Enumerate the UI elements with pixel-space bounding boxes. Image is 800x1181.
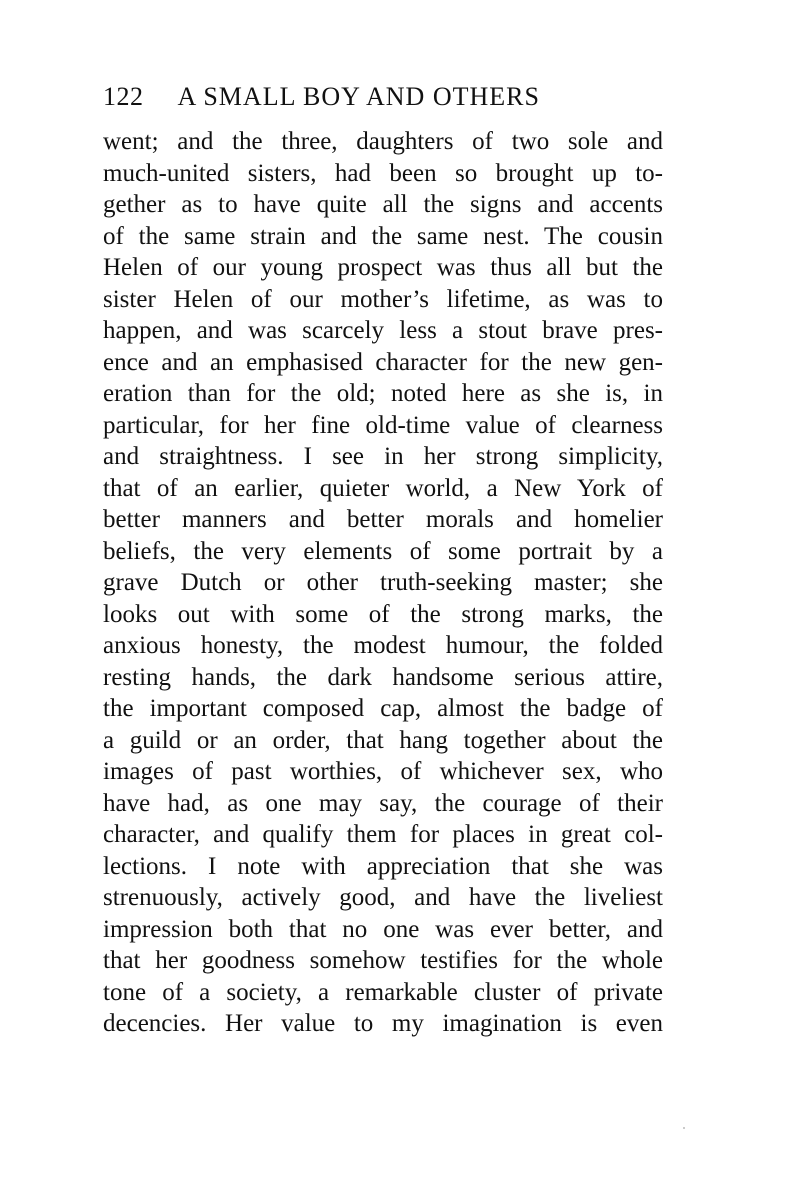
text-line: Helen of our young prospect was thus all but the <box>103 254 663 281</box>
text-line: ence and an emphasised character for the new gen- <box>103 348 663 376</box>
text-line: grave Dutch or other truth-seeking master; she <box>103 569 663 596</box>
book-title: A SMALL BOY AND OTHERS <box>177 82 540 111</box>
text-line: sister Helen of our mother’s lifetime, as was to <box>103 285 663 313</box>
text-line: anxious honesty, the modest humour, the folded <box>103 632 663 659</box>
text-line: and straightness. I see in her strong simplicity, <box>103 443 663 470</box>
text-line: gether as to have quite all the signs and accents <box>103 191 663 218</box>
text-line: particular, for her fine old-time value of clearness <box>103 411 663 439</box>
scan-speck <box>683 1127 685 1129</box>
text-line: that of an earlier, quieter world, a New York of <box>103 474 663 502</box>
page-number: 122 <box>103 82 144 111</box>
text-line: impression both that no one was ever better, and <box>103 915 663 943</box>
text-line: resting hands, the dark handsome serious attire, <box>103 663 663 691</box>
text-line: decencies. Her value to my imagination is even <box>103 1010 663 1037</box>
text-line: happen, and was scarcely less a stout brave pres- <box>103 317 663 344</box>
text-line: character, and qualify them for places in great col- <box>103 821 663 848</box>
text-line: of the same strain and the same nest. The cousin <box>103 222 663 250</box>
text-line: eration than for the old; noted here as she is, in <box>103 380 663 407</box>
body-text <box>103 126 663 1040</box>
text-line: images of past worthies, of whichever sex, who <box>103 758 663 785</box>
running-head <box>103 80 663 114</box>
text-line: looks out with some of the strong marks, the <box>103 600 663 628</box>
text-line: that her goodness somehow testifies for the whole <box>103 947 663 974</box>
text-line: lections. I note with appreciation that she was <box>103 852 663 880</box>
text-line: the important composed cap, almost the badge of <box>103 695 663 722</box>
text-line: much-united sisters, had been so brought up to- <box>103 159 663 187</box>
text-line: tone of a society, a remarkable cluster of private <box>103 978 663 1006</box>
text-line: beliefs, the very elements of some portrait by a <box>103 537 663 565</box>
text-line: a guild or an order, that hang together about the <box>103 726 663 754</box>
text-line: have had, as one may say, the courage of their <box>103 789 663 817</box>
text-line: better manners and better morals and homelier <box>103 506 663 533</box>
text-line: strenuously, actively good, and have the liveliest <box>103 884 663 911</box>
text-line: went; and the three, daughters of two sole and <box>103 128 663 155</box>
